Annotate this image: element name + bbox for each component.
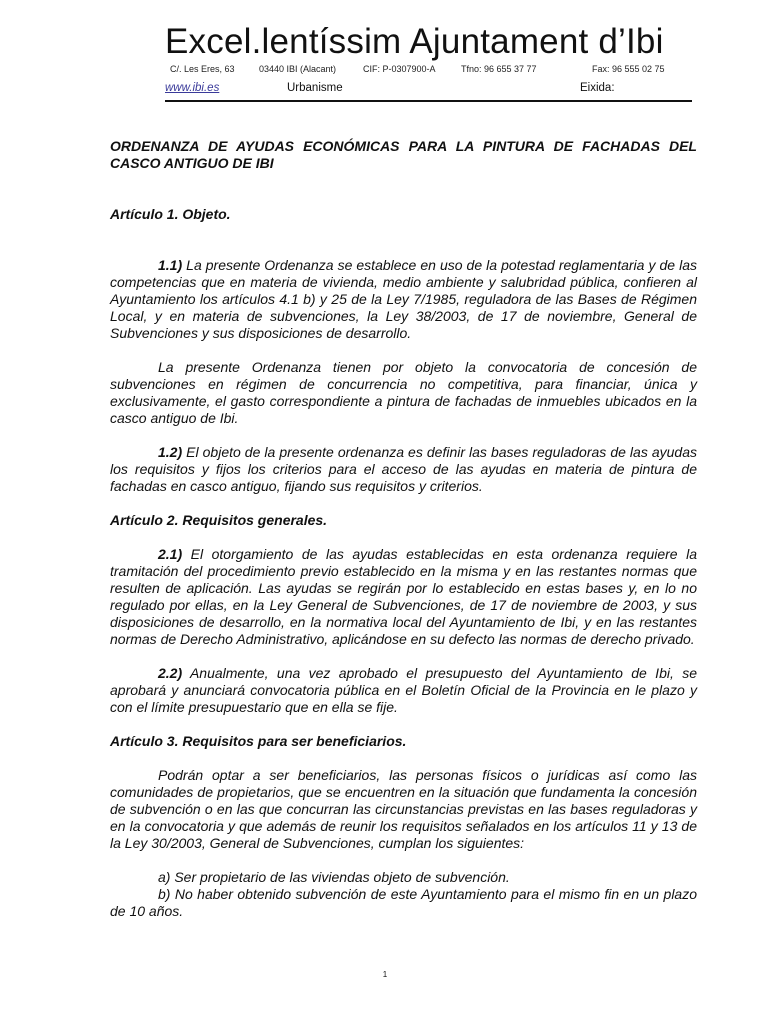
clause-number: 2.1): [158, 546, 183, 562]
clause-number: 1.1): [158, 257, 183, 273]
list-item-a: a) Ser propietario de las viviendas objeto de subvención.: [158, 869, 510, 885]
header-divider: [165, 100, 692, 102]
article-1-heading: Artículo 1. Objeto.: [110, 206, 231, 222]
page-number: 1: [382, 970, 388, 979]
department: Urbanisme: [287, 82, 343, 94]
list-item-b: b) No haber obtenido subvención de este Ayuntamiento para el mismo fin en un plazo de 10 años.: [110, 886, 697, 919]
article-2-paragraph-2: 2.2) Anualmente, una vez aprobado el presupuesto del Ayuntamiento de Ibi, se aprobará y anunciará convocatoria pública en el Boletín Oficial de la Provincia en le plazo y con el límite presupuestario que en ella se fije.: [110, 665, 697, 715]
fax: Fax: 96 555 02 75: [592, 64, 665, 74]
article-2-heading: Artículo 2. Requisitos generales.: [110, 512, 328, 528]
document-body: [110, 138, 697, 920]
clause-number: 1.2): [158, 444, 183, 460]
document-title: ORDENANZA DE AYUDAS ECONÓMICAS PARA LA PINTURA DE FACHADAS DEL CASCO ANTIGUO DE IBI: [110, 138, 697, 171]
article-1-paragraph-2: La presente Ordenanza tienen por objeto la convocatoria de concesión de subvenciones en régimen de concurrencia no competitiva, para financiar, única y exclusivamente, el gasto correspondiente a pintura de fachadas de inmuebles ubicados en la casco antiguo de Ibi.: [110, 359, 697, 426]
clause-number: 2.2): [158, 665, 183, 681]
article-3-paragraph-1: Podrán optar a ser beneficiarios, las personas físicos o jurídicas así como las comunidades de propietarios, que se encuentren en la situación que fundamenta la concesión de subvención o en las que concurran las circunstancias previstas en las bases reguladoras y en la convocatoria y que además de reunir los requisitos señalados en los artículos 11 y 13 de la Ley 30/2003, General de Subvenciones, cumplan los siguientes:: [110, 767, 697, 851]
letterhead-row2: [165, 82, 695, 100]
article-1-paragraph-3: 1.2) El objeto de la presente ordenanza es definir las bases reguladoras de las ayudas los requisitos y fijos los criterios para el acceso de las ayudas en materia de pintura de fachadas en casco antiguo, fijando sus requisitos y criterios.: [110, 444, 697, 494]
phone: Tfno: 96 655 37 77: [461, 64, 537, 74]
address: C/. Les Eres, 63: [170, 64, 235, 74]
article-3-heading: Artículo 3. Requisitos para ser beneficiarios.: [110, 733, 407, 749]
exit-label: Eixida:: [580, 82, 615, 94]
letterhead-contact-line: [165, 64, 695, 78]
article-1-paragraph-1: 1.1) La presente Ordenanza se establece en uso de la potestad reglamentaria y de las competencias que en materia de vivienda, medio ambiente y salubridad pública, confieren al Ayuntamiento los artículos 4.1 b) y 25 de la Ley 7/1985, reguladora de las Bases de Régimen Local, y en materia de subvenciones, la Ley 38/2003, de 17 de noviembre, General de Subvenciones y sus disposiciones de desarrollo.: [110, 257, 697, 341]
postal-code: 03440 IBI (Alacant): [259, 64, 337, 74]
website-link[interactable]: www.ibi.es: [165, 82, 220, 94]
article-2-paragraph-1: 2.1) El otorgamiento de las ayudas establecidas en esta ordenanza requiere la tramitación del procedimiento previo establecido en la misma y en las restantes normas que resulten de aplicación. Las ayudas se regirán por lo establecido en estas bases y, en lo no regulado por ellas, en la Ley General de Subvenciones, de 17 de noviembre de 2003, y sus disposiciones de desarrollo, en la normativa local del Ayuntamiento de Ibi, y en las restantes normas de Derecho Administrativo, aplicándose en su defecto las normas de derecho privado.: [110, 546, 697, 647]
letterhead: [165, 22, 695, 100]
letterhead-title: Excel.lentíssim Ajuntament d’Ibi: [165, 22, 664, 61]
cif: CIF: P-0307900-A: [363, 64, 436, 74]
